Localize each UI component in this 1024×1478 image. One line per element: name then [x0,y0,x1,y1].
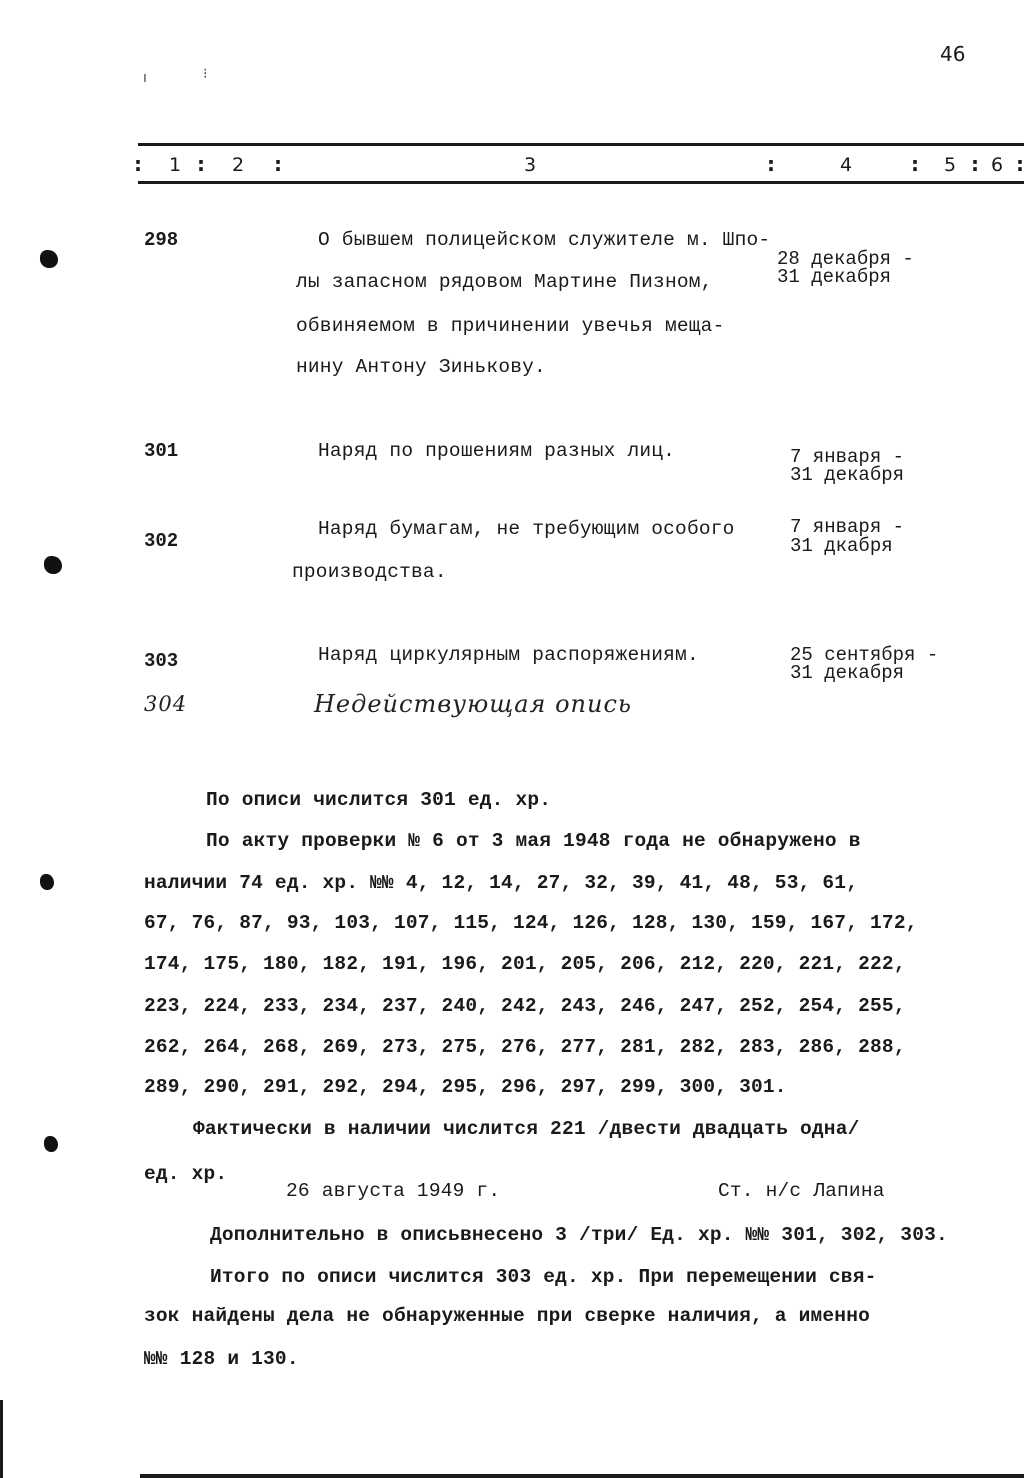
entry-number: 301 [144,440,179,462]
entry-number: 302 [144,530,179,552]
entry-title-line: Наряд по прошениям разных лиц. [318,440,676,462]
signature-name: Ст. н/с Лапина [718,1180,885,1202]
paragraph-line: наличии 74 ед. хр. №№ 4, 12, 14, 27, 32, 39, 41, 48, 53, 61, [144,872,859,894]
header-bottom-rule [138,181,1024,184]
paragraph-line: 174, 175, 180, 182, 191, 196, 201, 205, 206, 212, 220, 221, 222, [144,953,906,975]
punch-hole [40,874,54,890]
entry-title-line: производства. [292,561,447,583]
column-4: 4 [840,154,853,176]
entry-date-from: 7 января - [790,516,905,538]
entry-date-to: 31 декабря [790,662,905,684]
column-2: 2 [232,154,245,176]
entry-date-from: 25 сентября - [790,644,939,666]
scan-edge-bottom [140,1474,1024,1478]
entry-date-from: 7 января - [790,446,905,468]
punch-hole [44,556,62,574]
punch-hole [44,1136,58,1152]
scan-edge-left [0,1400,3,1478]
actual-count-line: Фактически в наличии числится 221 /двести двадцать одна/ [193,1118,860,1140]
paragraph-line: №№ 128 и 130. [144,1348,299,1370]
paragraph-line: 289, 290, 291, 292, 294, 295, 296, 297, 299, 300, 301. [144,1076,787,1098]
entry-date-from: 28 декабря - [777,248,914,270]
entry-date-to: 31 декабря [777,266,892,288]
entry-date-to: 31 дкабря [790,535,893,557]
scan-mark: ı [143,70,147,86]
paragraph-line: 223, 224, 233, 234, 237, 240, 242, 243, 246, 247, 252, 254, 255, [144,995,906,1017]
column-1: 1 [169,154,182,176]
paragraph-line: 262, 264, 268, 269, 273, 275, 276, 277, 281, 282, 283, 286, 288, [144,1036,906,1058]
actual-count-unit: ед. хр. [144,1163,228,1185]
scan-mark: ⁝ [203,66,208,82]
entry-number: 298 [144,229,179,251]
entry-title-line: Наряд циркулярным распоряжениям. [318,644,699,666]
entry-title-line: Наряд бумагам, не требующим особого [318,518,735,540]
signature-date: 26 августа 1949 г. [286,1180,501,1202]
entry-title-line: обвиняемом в причинении увечья меща- [296,315,725,337]
paragraph-line: По акту проверки № 6 от 3 мая 1948 года не обнаружено в [206,830,861,852]
entry-number: 303 [144,650,179,672]
paragraph-line: зок найдены дела не обнаруженные при сверке наличия, а именно [144,1305,871,1327]
entry-title-line: О бывшем полицейском служителе м. Шпо- [318,229,771,251]
column-5: 5 [944,154,957,176]
entry-title-line: лы запасном рядовом Мартине Пизном, [296,271,713,293]
header-top-rule [138,143,1024,146]
handwritten-note: Недействующая опись [314,690,632,718]
entry-title-line: нину Антону Зинькову. [296,356,546,378]
addition-line: Дополнительно в описьвнесено 3 /три/ Ед. хр. №№ 301, 302, 303. [210,1224,948,1246]
summary-count: По описи числится 301 ед. хр. [206,789,552,811]
entry-number-handwritten: 304 [144,692,188,716]
column-3: 3 [524,154,537,176]
punch-hole [40,250,58,268]
paragraph-line: 67, 76, 87, 93, 103, 107, 115, 124, 126, 128, 130, 159, 167, 172, [144,912,918,934]
column-6: 6 [991,154,1004,176]
paragraph-line: Итого по описи числится 303 ед. хр. При перемещении свя- [210,1266,877,1288]
entry-date-to: 31 декабря [790,464,905,486]
page-number: 46 [940,42,966,66]
